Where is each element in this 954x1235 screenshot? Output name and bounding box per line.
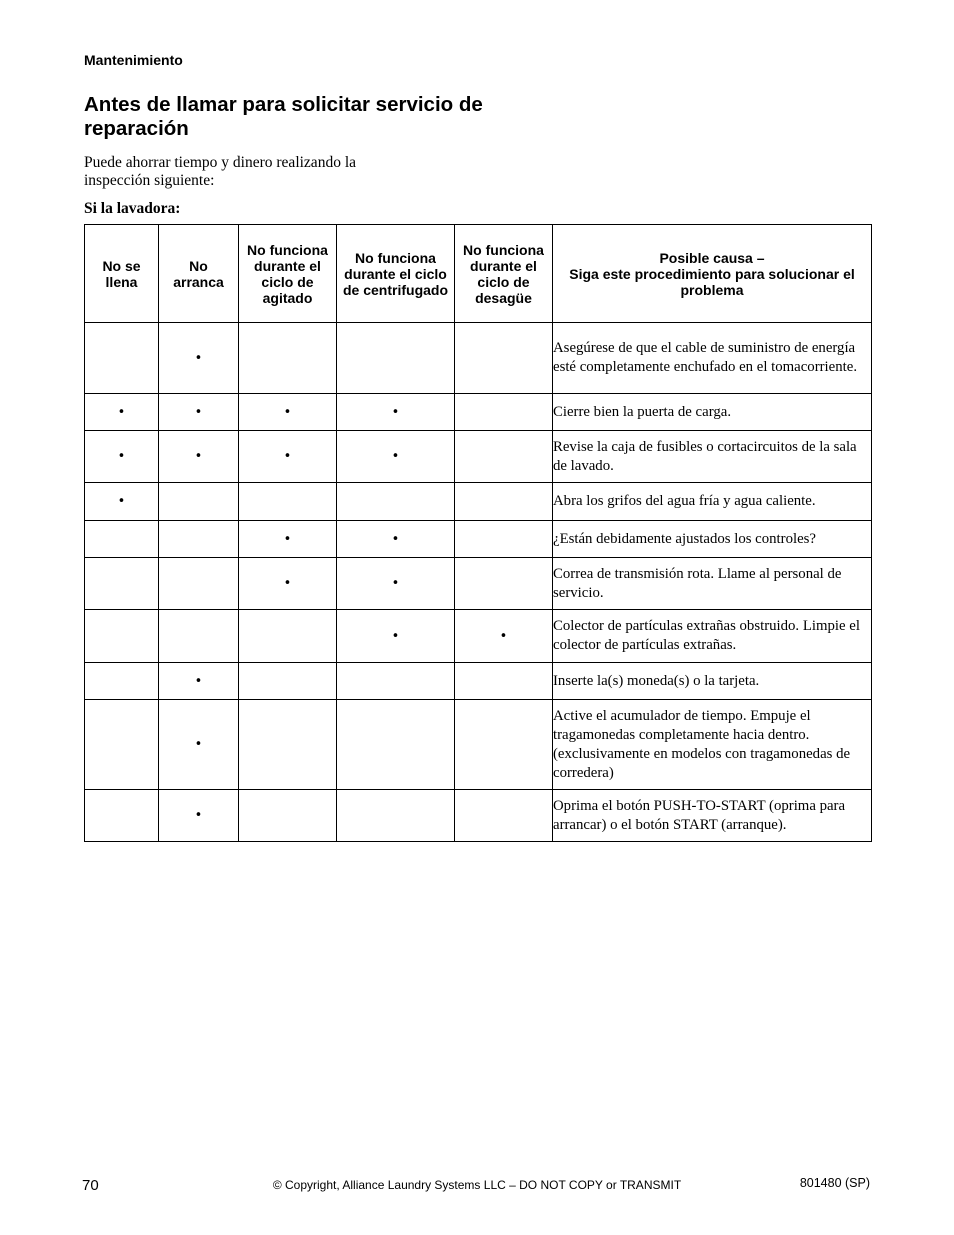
- symptom-cell: [239, 610, 337, 663]
- symptom-cell: [85, 431, 159, 483]
- bullet-mark: •: [283, 404, 292, 420]
- section-header: Mantenimiento: [84, 52, 183, 68]
- symptom-cell: [239, 394, 337, 431]
- symptom-cell: [159, 663, 239, 700]
- symptom-cell: [239, 521, 337, 558]
- col-header-no-fill: No se llena: [85, 225, 159, 323]
- bullet-mark: •: [194, 350, 203, 366]
- symptom-cell: [85, 394, 159, 431]
- symptom-cell: [455, 558, 553, 610]
- symptom-cell: [239, 483, 337, 521]
- cause-cell: ¿Están debidamente ajustados los controles?: [553, 521, 872, 558]
- symptom-cell: [159, 790, 239, 842]
- symptom-cell: [85, 483, 159, 521]
- bullet-mark: •: [283, 449, 292, 464]
- symptom-cell: [159, 394, 239, 431]
- symptom-cell: [337, 431, 455, 483]
- symptom-cell: [337, 663, 455, 700]
- table-row: [85, 521, 872, 558]
- possible-cause-header-text: Posible causa – Siga este procedimiento para solucionar el problema: [569, 249, 855, 298]
- bullet-mark: •: [499, 628, 508, 644]
- symptom-cell: [159, 323, 239, 394]
- table-row: [85, 558, 872, 610]
- bullet-mark: •: [117, 449, 126, 464]
- symptom-cell: [455, 610, 553, 663]
- bullet-mark: •: [117, 494, 126, 509]
- bullet-mark: •: [194, 449, 203, 464]
- cause-cell: Revise la caja de fusibles o cortacircuitos de la sala de lavado.: [553, 431, 872, 483]
- table-row: [85, 323, 872, 394]
- symptom-cell: [239, 700, 337, 790]
- symptom-cell: [455, 394, 553, 431]
- symptom-cell: [455, 663, 553, 700]
- symptom-cell: [159, 610, 239, 663]
- table-row: [85, 394, 872, 431]
- cause-cell: Inserte la(s) moneda(s) o la tarjeta.: [553, 663, 872, 700]
- symptom-cell: [159, 558, 239, 610]
- col-header-no-spin: No funciona durante el ciclo de centrifugado: [337, 225, 455, 323]
- bullet-mark: •: [117, 404, 126, 420]
- col-header-no-agitate: No funciona durante el ciclo de agitado: [239, 225, 337, 323]
- cause-cell: Oprima el botón PUSH-TO-START (oprima para arrancar) o el botón START (arranque).: [553, 790, 872, 842]
- symptom-cell: [455, 323, 553, 394]
- symptom-cell: [85, 663, 159, 700]
- cause-cell: Correa de transmisión rota. Llame al personal de servicio.: [553, 558, 872, 610]
- bullet-mark: •: [283, 576, 292, 591]
- symptom-cell: [239, 323, 337, 394]
- symptom-cell: [85, 323, 159, 394]
- bullet-mark: •: [391, 449, 400, 464]
- symptom-cell: [239, 790, 337, 842]
- table-row: [85, 663, 872, 700]
- cause-cell: Colector de partículas extrañas obstruido. Limpie el colector de partículas extrañas.: [553, 610, 872, 663]
- col-header-possible-cause: [553, 225, 872, 323]
- cause-cell: Abra los grifos del agua fría y agua caliente.: [553, 483, 872, 521]
- bullet-mark: •: [283, 531, 292, 547]
- symptom-cell: [239, 558, 337, 610]
- symptom-cell: [337, 521, 455, 558]
- symptom-cell: [337, 394, 455, 431]
- table-row: [85, 431, 872, 483]
- symptom-cell: [239, 431, 337, 483]
- bullet-mark: •: [391, 404, 400, 420]
- page-number: 70: [82, 1177, 99, 1194]
- col-header-no-start: No arranca: [159, 225, 239, 323]
- table-row: [85, 483, 872, 521]
- symptom-cell: [85, 558, 159, 610]
- bullet-mark: •: [391, 628, 400, 644]
- symptom-cell: [159, 521, 239, 558]
- bullet-mark: •: [194, 737, 203, 752]
- cause-cell: Active el acumulador de tiempo. Empuje el tragamonedas completamente hacia dentro. (exclusivamente en modelos con tragamonedas de corredera): [553, 700, 872, 790]
- symptom-cell: [455, 483, 553, 521]
- bullet-mark: •: [391, 531, 400, 547]
- bullet-mark: •: [194, 673, 203, 689]
- symptom-cell: [159, 431, 239, 483]
- symptom-cell: [85, 790, 159, 842]
- symptom-cell: [337, 790, 455, 842]
- cause-cell: Asegúrese de que el cable de suministro de energía esté completamente enchufado en el tomacorriente.: [553, 323, 872, 394]
- table-row: [85, 700, 872, 790]
- symptom-cell: [337, 700, 455, 790]
- symptom-cell: [337, 323, 455, 394]
- bullet-mark: •: [194, 808, 203, 823]
- table-lead: Si la lavadora:: [84, 200, 181, 217]
- document-number: 801480 (SP): [799, 1176, 870, 1190]
- symptom-cell: [85, 521, 159, 558]
- symptom-cell: [239, 663, 337, 700]
- symptom-cell: [85, 610, 159, 663]
- symptom-cell: [455, 790, 553, 842]
- table-header-row: [85, 225, 872, 323]
- bullet-mark: •: [194, 404, 203, 420]
- bullet-mark: •: [391, 576, 400, 591]
- troubleshooting-table: [84, 224, 872, 842]
- symptom-cell: [455, 700, 553, 790]
- page-title: Antes de llamar para solicitar servicio de reparación: [84, 93, 483, 140]
- symptom-cell: [337, 610, 455, 663]
- symptom-cell: [455, 521, 553, 558]
- table-row: [85, 790, 872, 842]
- cause-cell: Cierre bien la puerta de carga.: [553, 394, 872, 431]
- symptom-cell: [85, 700, 159, 790]
- symptom-cell: [455, 431, 553, 483]
- copyright-notice: © Copyright, Alliance Laundry Systems LLC – DO NOT COPY or TRANSMIT: [272, 1178, 682, 1192]
- symptom-cell: [159, 483, 239, 521]
- intro-text: Puede ahorrar tiempo y dinero realizando la inspección siguiente:: [84, 154, 356, 189]
- symptom-cell: [159, 700, 239, 790]
- table-body: [85, 323, 872, 842]
- symptom-cell: [337, 483, 455, 521]
- table-row: [85, 610, 872, 663]
- col-header-no-drain: No funciona durante el ciclo de desagüe: [455, 225, 553, 323]
- symptom-cell: [337, 558, 455, 610]
